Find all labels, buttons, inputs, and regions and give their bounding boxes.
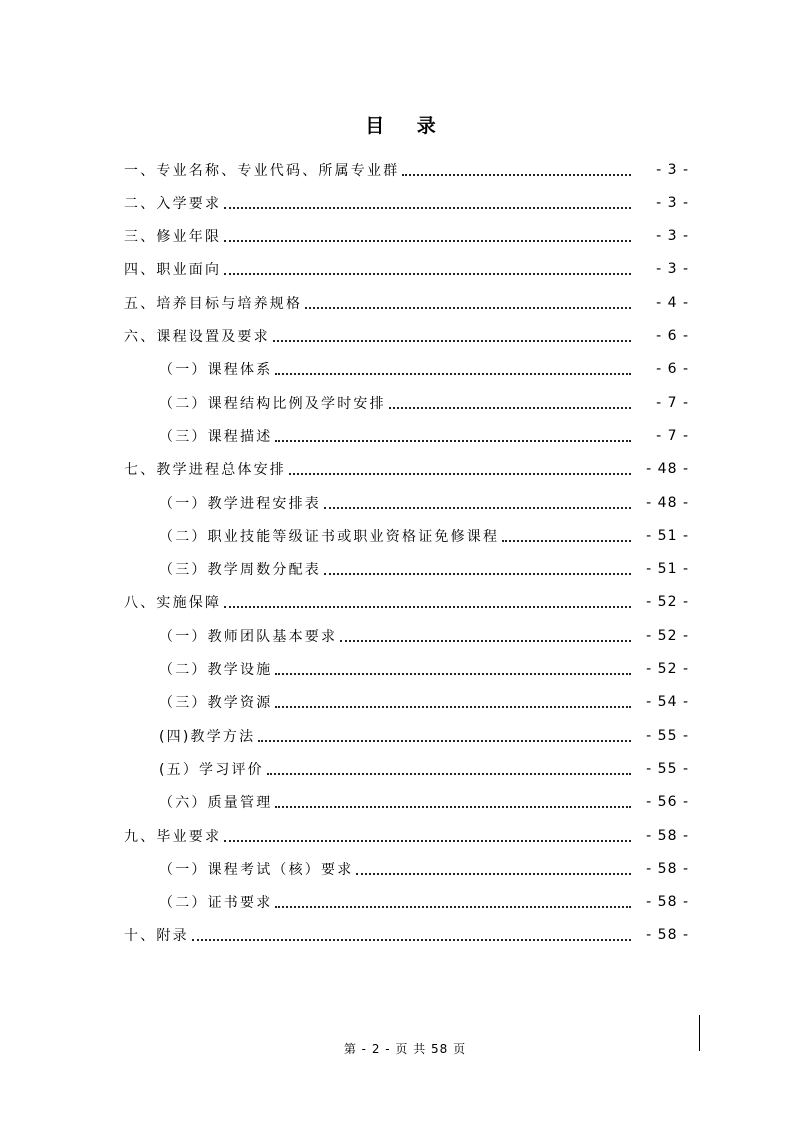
toc-leader-dots: [340, 639, 631, 642]
toc-entry-page: - 58 -: [646, 860, 689, 877]
toc-leader-dots: [275, 805, 631, 808]
toc-entry-label: （二）职业技能等级证书或职业资格证免修课程: [159, 528, 500, 545]
toc-entry-page: - 58 -: [646, 894, 689, 911]
toc-entry[interactable]: [124, 453, 689, 486]
toc-entry[interactable]: [124, 286, 689, 319]
toc-entry-page: - 3 -: [656, 194, 689, 211]
toc-entry-label: 十、附录: [124, 928, 189, 945]
toc-leader-dots: [224, 272, 631, 275]
toc-leader-dots: [275, 705, 631, 708]
toc-entry-label: （三）课程描述: [159, 428, 273, 445]
toc-leader-dots: [224, 839, 631, 842]
toc-entry-page: - 52 -: [646, 594, 689, 611]
toc-entry-label: （六）质量管理: [159, 795, 273, 812]
toc-entry-label: （二）证书要求: [159, 895, 273, 912]
toc-leader-dots: [224, 605, 631, 608]
toc-entry[interactable]: [159, 686, 689, 719]
toc-entry-label: 八、实施保障: [124, 595, 222, 612]
toc-entry-label: 六、课程设置及要求: [124, 329, 270, 345]
toc-leader-dots: [324, 506, 631, 509]
toc-entry[interactable]: [124, 320, 689, 353]
toc-entry[interactable]: [159, 886, 689, 919]
toc-entry-label: （二）课程结构比例及学时安排: [159, 395, 386, 412]
toc-entry[interactable]: [124, 819, 689, 852]
toc-entry-label: 三、修业年限: [124, 229, 222, 246]
toc-entry[interactable]: [159, 486, 689, 519]
toc-entry-page: - 48 -: [646, 461, 689, 478]
toc-leader-dots: [305, 306, 631, 309]
toc-entry-page: - 55 -: [646, 727, 689, 744]
toc-leader-dots: [502, 539, 631, 542]
toc-entry-page: - 58 -: [646, 827, 689, 844]
toc-entry-label: 五、培养目标与培养规格: [124, 295, 303, 312]
toc-entry-label: （一）课程考试（核）要求: [159, 861, 354, 878]
toc-entry[interactable]: [159, 752, 689, 785]
toc-entry-label: （三）教学资源: [159, 695, 273, 712]
page-footer: 第 - 2 - 页 共 58 页: [343, 1042, 467, 1056]
toc-entry-page: - 52 -: [646, 661, 689, 677]
toc-entry[interactable]: [124, 586, 689, 619]
toc-entry-page: - 48 -: [646, 494, 689, 511]
toc-leader-dots: [273, 339, 631, 342]
toc-entry[interactable]: [159, 619, 689, 652]
toc-leader-dots: [402, 173, 631, 176]
toc-leader-dots: [258, 739, 631, 742]
toc-entry-label: （二）教学设施: [159, 662, 273, 678]
toc-entry-page: - 58 -: [646, 927, 689, 944]
toc-leader-dots: [289, 472, 631, 475]
toc-leader-dots: [389, 406, 631, 409]
toc-entry-page: - 54 -: [646, 694, 689, 711]
toc-entry[interactable]: [124, 186, 689, 219]
toc-entry-label: (五）学习评价: [159, 761, 264, 778]
toc-entry-label: （一）教学进程安排表: [159, 495, 321, 512]
toc-entry-label: (四)教学方法: [159, 728, 256, 745]
toc-entry-label: （一）教师团队基本要求: [159, 628, 338, 645]
page-title: 目 录: [365, 115, 449, 137]
toc-entry[interactable]: [159, 719, 689, 752]
toc-entry[interactable]: [159, 653, 689, 686]
toc-leader-dots: [324, 572, 631, 575]
toc-leader-dots: [356, 872, 631, 875]
toc-entry[interactable]: [124, 919, 689, 952]
toc-entry-page: - 4 -: [656, 294, 689, 311]
toc-entry-label: （三）教学周数分配表: [159, 562, 321, 579]
toc-entry[interactable]: [159, 786, 689, 819]
toc-entry[interactable]: [124, 153, 689, 186]
toc-entry-page: - 7 -: [656, 394, 689, 411]
toc-entry[interactable]: [159, 553, 689, 586]
toc-entry[interactable]: [124, 220, 689, 253]
toc-entry-label: 七、教学进程总体安排: [124, 462, 286, 479]
toc-entry-page: - 3 -: [656, 228, 689, 245]
toc-entry-page: - 3 -: [656, 261, 689, 278]
toc-entry[interactable]: [159, 519, 689, 552]
toc-leader-dots: [275, 372, 631, 375]
toc-entry-page: - 7 -: [656, 427, 689, 444]
toc-entry-label: 一、专业名称、专业代码、所属专业群: [124, 162, 400, 179]
toc-entry-page: - 51 -: [646, 527, 689, 544]
toc-leader-dots: [275, 672, 631, 675]
toc-entry-page: - 6 -: [656, 361, 689, 378]
toc-entry[interactable]: [159, 386, 689, 419]
toc-leader-dots: [224, 206, 631, 209]
toc-entry[interactable]: [159, 419, 689, 452]
toc-leader-dots: [267, 772, 631, 775]
toc-entry[interactable]: [124, 253, 689, 286]
toc-entry-label: 二、入学要求: [124, 195, 222, 212]
toc-entry-page: - 3 -: [656, 161, 689, 178]
margin-line: [699, 1015, 700, 1051]
toc-leader-dots: [192, 938, 631, 941]
toc-entry-page: - 51 -: [646, 561, 689, 578]
toc-entry-page: - 56 -: [646, 794, 689, 811]
toc-entry-label: 四、职业面向: [124, 262, 222, 279]
toc-leader-dots: [224, 239, 631, 242]
toc-entry-label: （一）课程体系: [159, 362, 273, 379]
toc-entry-page: - 52 -: [646, 627, 689, 644]
toc-leader-dots: [275, 905, 631, 908]
toc-entry-label: 九、毕业要求: [124, 828, 222, 845]
toc-entry[interactable]: [159, 852, 689, 885]
toc-leader-dots: [275, 439, 631, 442]
toc-entry-page: - 55 -: [646, 760, 689, 777]
toc-entry-page: - 6 -: [656, 328, 689, 344]
toc-entry[interactable]: [159, 353, 689, 386]
